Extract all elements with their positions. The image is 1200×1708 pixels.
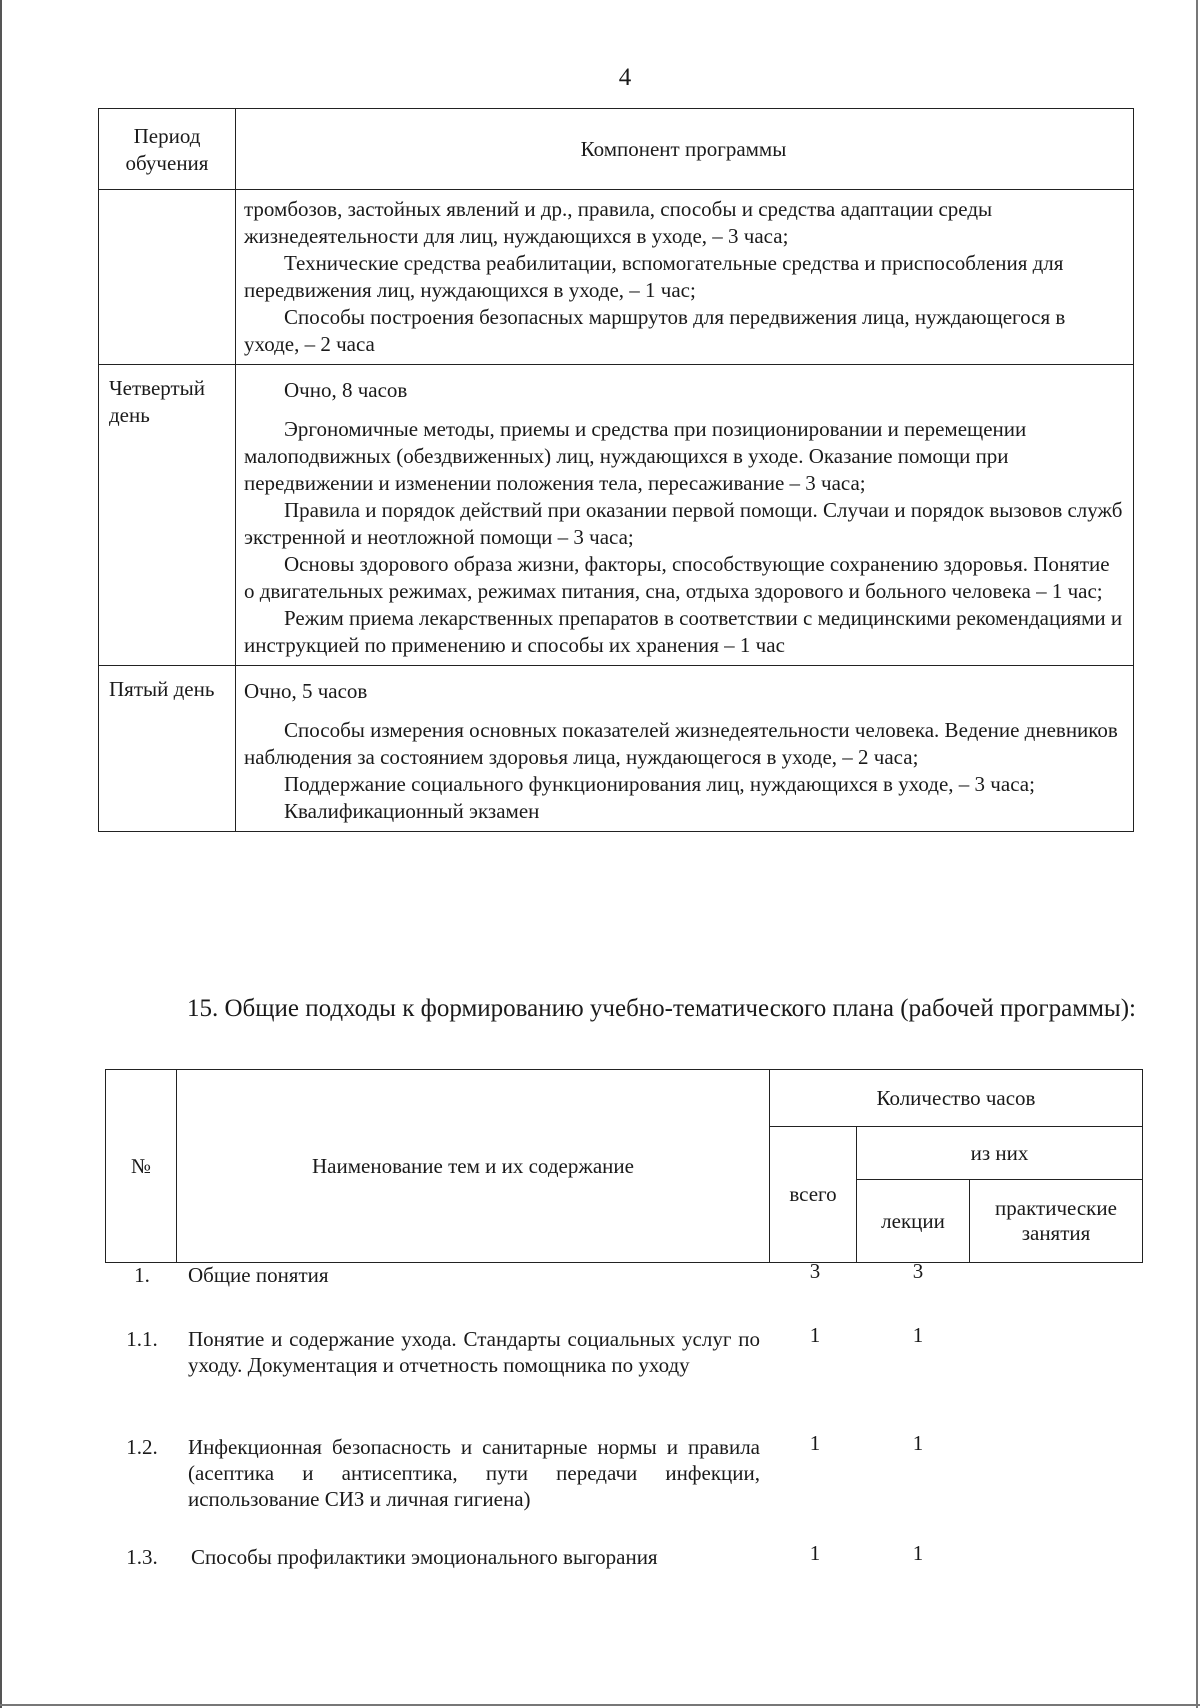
period-header: Период обучения <box>99 109 236 190</box>
num-header: № <box>106 1070 177 1263</box>
row-number: 1.3. <box>126 1545 158 1569</box>
component-cell <box>236 666 1134 832</box>
period-cell <box>99 190 236 365</box>
component-paragraph: тромбозов, застойных явлений и др., правила, способы и средства адаптации среды жизнедеятельности для лиц, нуждающихся в уходе, – 3 часа; <box>244 197 993 248</box>
row-name: Общие понятия <box>188 1263 329 1287</box>
component-paragraph: Технические средства реабилитации, вспомогательные средства и приспособления для передвижения лиц, нуждающихся в уходе, – 1 час; <box>244 251 1064 302</box>
lectures-header: лекции <box>857 1180 970 1263</box>
name-header: Наименование тем и их содержание <box>177 1070 770 1263</box>
row-name: Способы профилактики эмоционального выгорания <box>191 1545 658 1569</box>
component-paragraph: Режим приема лекарственных препаратов в соответствии с медицинскими рекомендациями и инструкцией по применению и способы их хранения – 1 час <box>244 606 1123 657</box>
plan-table-header <box>105 1069 1143 1263</box>
component-paragraph: Основы здорового образа жизни, факторы, способствующие сохранению здоровья. Понятие о двигательных режимах, режимах питания, сна, отдыха здорового и больного человека – 1 час; <box>244 552 1110 603</box>
hours-header: Количество часов <box>770 1070 1143 1127</box>
component-paragraph: Способы построения безопасных маршрутов для передвижения лица, нуждающегося в уходе, – 2 часа <box>244 305 1066 356</box>
format-line: Очно, 8 часов <box>284 378 408 402</box>
component-paragraph: Поддержание социального функционирования лиц, нуждающихся в уходе, – 3 часа; <box>284 772 1035 796</box>
row-lectures: 1 <box>912 1323 924 1347</box>
program-row <box>99 365 1134 666</box>
row-lectures: 1 <box>912 1431 924 1455</box>
page-left-edge <box>0 0 2 1708</box>
row-name: Понятие и содержание ухода. Стандарты социальных услуг по уходу. Документация и отчетность помощника по уходу <box>188 1327 760 1377</box>
format-line: Очно, 5 часов <box>244 679 368 703</box>
row-number: 1. <box>134 1263 150 1287</box>
of-which-header: из них <box>857 1127 1143 1180</box>
section-title <box>115 992 1151 1025</box>
program-row <box>99 666 1134 832</box>
page-bottom-edge <box>0 1704 1200 1706</box>
component-paragraph: Квалификационный экзамен <box>284 799 540 823</box>
component-paragraph: Способы измерения основных показателей жизнедеятельности человека. Ведение дневников наблюдения за состоянием здоровья лица, нуждающегося в уходе, – 2 часа; <box>244 718 1118 769</box>
page-right-edge <box>1196 0 1198 1708</box>
period-cell: Пятый день <box>99 666 236 832</box>
row-number: 1.1. <box>126 1327 158 1351</box>
page-number: 4 <box>618 64 632 91</box>
row-total: 1 <box>809 1323 821 1347</box>
component-header: Компонент программы <box>236 109 1134 190</box>
program-row <box>99 190 1134 365</box>
component-cell <box>236 190 1134 365</box>
total-header: всего <box>770 1127 857 1263</box>
row-total: 1 <box>809 1541 821 1565</box>
component-paragraph: Правила и порядок действий при оказании первой помощи. Случаи и порядок вызовов служб экстренной и неотложной помощи – 3 часа; <box>244 498 1123 549</box>
practice-header: практические занятия <box>970 1180 1143 1263</box>
row-total: 3 <box>809 1259 821 1283</box>
component-cell <box>236 365 1134 666</box>
period-cell: Четвертый день <box>99 365 236 666</box>
row-name: Инфекционная безопасность и санитарные нормы и правила (асептика и антисептика, пути передачи инфекции, использование СИЗ и личная гигиена) <box>188 1435 760 1511</box>
row-lectures: 1 <box>912 1541 924 1565</box>
row-number: 1.2. <box>126 1435 158 1459</box>
program-table <box>98 108 1134 832</box>
component-paragraph: Эргономичные методы, приемы и средства при позиционировании и перемещении малоподвижных (обездвиженных) лиц, нуждающихся в уходе. Оказание помощи при передвижении и изменении положения тела, пересаживание – 3 часа; <box>244 417 1027 495</box>
row-total: 1 <box>809 1431 821 1455</box>
section-title-text: 15. Общие подходы к формированию учебно-тематического плана (рабочей программы): <box>187 995 1136 1022</box>
row-lectures: 3 <box>912 1259 924 1283</box>
program-table-header <box>99 109 1134 190</box>
